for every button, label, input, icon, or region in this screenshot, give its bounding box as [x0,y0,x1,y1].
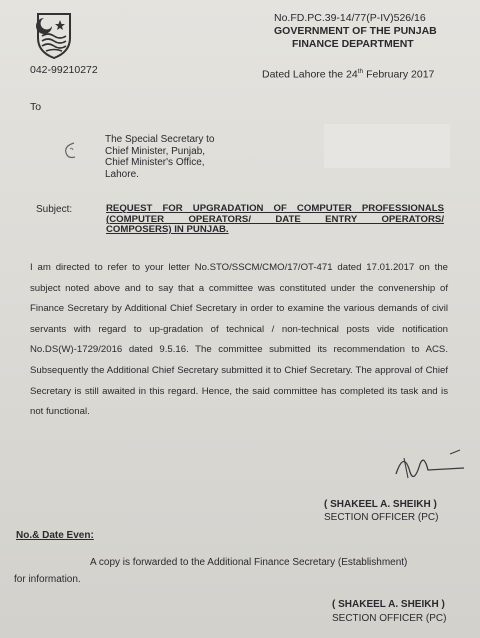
subject-label: Subject: [36,204,73,215]
subject-line: REQUEST FOR UPGRADATION OF COMPUTER PROFESSIONALS (COMPUTER OPERATORS/ DATE ENTRY OPERATORS/ [106,203,444,225]
signature-icon [390,444,468,488]
addressee-line: The Special Secretary to [105,134,215,145]
signatory-title: SECTION OFFICER (PC) [324,512,439,523]
signatory-name: ( SHAKEEL A. SHEIKH ) [324,499,437,510]
addressee-line: Chief Minister, Punjab, [105,145,206,157]
letter-body [30,258,448,423]
letter-date [262,68,434,81]
signatory-block [324,498,438,524]
pen-mark [60,140,84,162]
government-heading: GOVERNMENT OF THE PUNJAB [274,25,437,37]
phone-number: 042-99210272 [30,64,98,76]
signatory-block-2 [332,598,446,626]
addressee-line: Lahore. [105,168,139,180]
copy-forward-note [14,554,474,588]
letter-header [274,12,437,51]
subject-text [106,204,444,236]
signatory-title: SECTION OFFICER (PC) [332,613,447,624]
copy-line: A copy is forwarded to the Additional Finance Secretary (Establishment) [90,557,408,568]
subject-line: COMPOSERS) IN PUNJAB. [106,224,229,235]
redacted-stamp-area [324,124,450,168]
date-prefix: Dated Lahore the 24 [262,68,358,81]
to-label: To [30,101,42,113]
date-superscript: th [357,68,364,75]
department-heading: FINANCE DEPARTMENT [292,38,414,50]
number-and-date-label: No.& Date Even: [16,530,94,541]
signatory-name: ( SHAKEEL A. SHEIKH ) [332,599,445,610]
reference-number: No.FD.PC.39-14/77(P-IV)526/16 [274,12,426,24]
body-paragraph: I am directed to refer to your letter No.STO/SSCM/CMO/17/OT-471 dated 17.01.2017 on the subject noted above and to say that a committee was constituted under the convenership of Finance Secretary by Additional Chief Secretary in order to examine the various demands of civil servants with regard to up-gradation of technical / non-technical posts vide notification No.DS(W)-1729/2016 dated 9.5.16. The committee submitted its recommendation to ACS. Subsequently the Additional Chief Secretary submitted it to Chief Secretary. The approval of Chief Secretary is still awaited in this regard. Hence, the said committee has completed its task and is not functional. [30,262,448,418]
punjab-crest-icon [30,8,78,60]
date-suffix: February 2017 [363,68,435,81]
addressee-block [105,134,215,180]
addressee-line: Chief Minister's Office, [105,157,205,168]
copy-line: for information. [14,574,81,585]
